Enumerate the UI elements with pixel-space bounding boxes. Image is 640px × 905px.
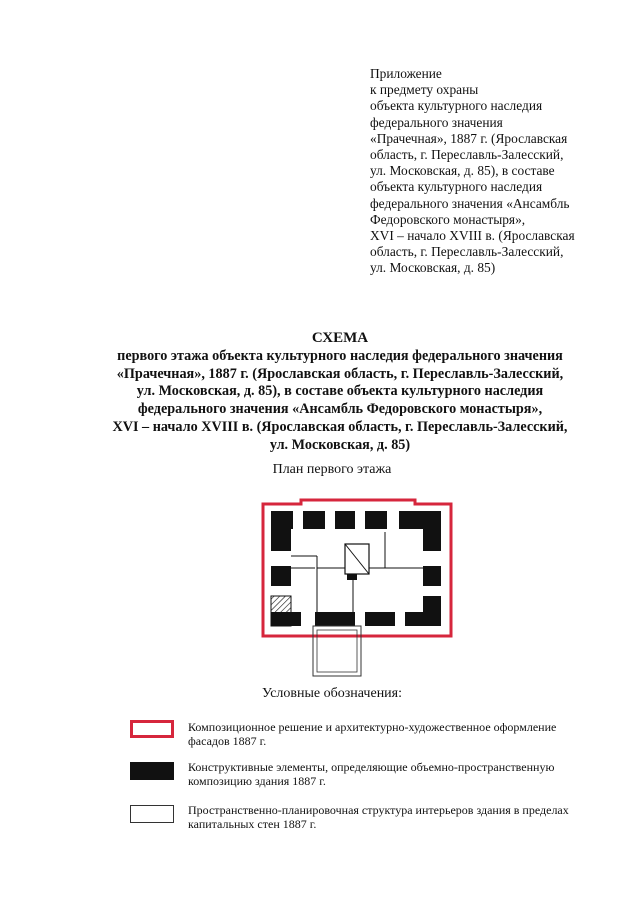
scheme-title-block xyxy=(90,330,590,455)
appendix-line: область, г. Переславль-Залесский, xyxy=(370,147,564,163)
scheme-line: первого этажа объекта культурного наследия федерального значения xyxy=(117,347,563,364)
scheme-title: СХЕМА xyxy=(311,330,369,346)
wall-block xyxy=(423,529,441,551)
legend-text-line: Конструктивные элементы, определяющие объемно-пространственную xyxy=(188,760,555,774)
appendix-line: федерального значения «Ансамбль xyxy=(370,195,570,211)
legend-swatch-plain-outline xyxy=(130,805,174,823)
porch xyxy=(313,626,361,676)
wall-block xyxy=(405,612,441,626)
wall-block xyxy=(423,566,441,586)
wall-block xyxy=(271,529,291,551)
legend-text-line: капитальных стен 1887 г. xyxy=(188,817,317,831)
appendix-line: объекта культурного наследия xyxy=(370,179,543,195)
wall-block xyxy=(335,511,355,529)
wall-block xyxy=(315,612,355,626)
appendix-line: ул. Московская, д. 85), в составе xyxy=(370,163,555,179)
appendix-line: XVI – начало XVIII в. (Ярославская xyxy=(370,228,575,244)
wall-block xyxy=(399,511,441,529)
plan-caption: План первого этажа xyxy=(272,462,392,477)
wall-block xyxy=(303,511,325,529)
legend-text-line: Композиционное решение и архитектурно-художественное оформление xyxy=(188,720,557,734)
appendix-line: объекта культурного наследия xyxy=(370,98,543,114)
legend-text-line: Пространственно-планировочная структура интерьеров здания в пределах xyxy=(188,803,569,817)
legend-text-line: фасадов 1887 г. xyxy=(188,734,267,748)
scheme-line: XVI – начало XVIII в. (Ярославская область, г. Переславль-Залесский, xyxy=(112,418,568,435)
scheme-line: ул. Московская, д. 85), в составе объекта культурного наследия xyxy=(136,383,544,400)
wall-block xyxy=(271,511,293,529)
wall-block xyxy=(365,511,387,529)
legend-swatch-red-outline xyxy=(130,720,174,738)
wall-block xyxy=(271,612,301,626)
scheme-line: «Прачечная», 1887 г. (Ярославская область, г. Переславль-Залесский, xyxy=(116,365,564,382)
appendix-line: область, г. Переславль-Залесский, xyxy=(370,244,564,260)
appendix-line: к предмету охраны xyxy=(370,82,479,98)
appendix-block xyxy=(370,66,632,277)
wall-block xyxy=(365,612,395,626)
scheme-line: ул. Московская, д. 85) xyxy=(269,436,411,453)
legend-swatch-black-fill xyxy=(130,762,174,780)
legend-text-line: композицию здания 1887 г. xyxy=(188,774,326,788)
floor-plan-drawing xyxy=(255,496,455,682)
appendix-line: «Прачечная», 1887 г. (Ярославская xyxy=(370,130,568,146)
legend-title: Условные обозначения: xyxy=(261,686,403,701)
appendix-line: федерального значения xyxy=(370,114,503,130)
appendix-line: Федоровского монастыря», xyxy=(370,211,526,227)
appendix-line: ул. Московская, д. 85) xyxy=(370,260,496,276)
wall-block xyxy=(271,566,291,586)
appendix-line: Приложение xyxy=(370,66,442,81)
scheme-line: федерального значения «Ансамбль Федоровского монастыря», xyxy=(137,401,543,418)
